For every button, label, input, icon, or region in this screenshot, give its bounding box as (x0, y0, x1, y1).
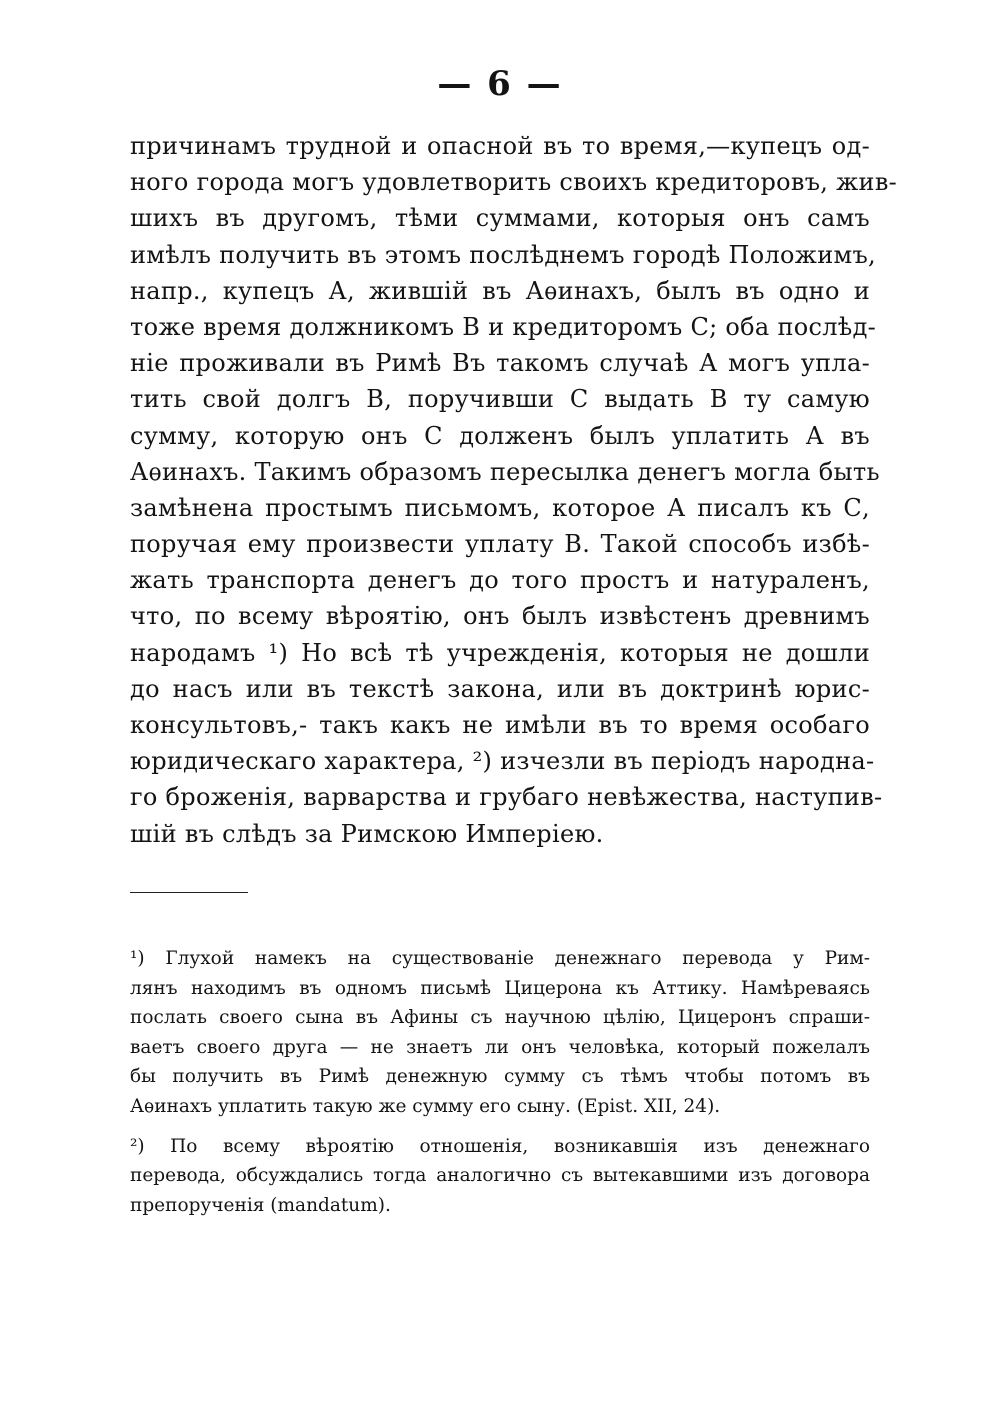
page-number: — 6 — (437, 64, 563, 104)
footnote-divider (130, 892, 248, 893)
footnote-line: препорученія (mandatum). (130, 1194, 391, 1216)
body-line: поручая ему произвести уплату В. Такой способъ избѣ- (130, 530, 870, 559)
body-line: Аѳинахъ. Такимъ образомъ пересылка денегъ могла быть (130, 457, 880, 486)
body-line: сумму, которую онъ С долженъ былъ уплатить А въ (130, 421, 870, 450)
body-line: го броженія, варварства и грубаго невѣжества, наступив- (130, 783, 883, 812)
body-line: имѣлъ получить въ этомъ послѣднемъ городѣ Положимъ, (130, 240, 876, 269)
body-line: что, по всему вѣроятію, онъ былъ извѣстенъ древнимъ (130, 602, 870, 631)
body-line: шихъ въ другомъ, тѣми суммами, которыя онъ самъ (130, 204, 870, 233)
body-line: жать транспорта денегъ до того простъ и натураленъ, (130, 566, 870, 595)
footnote-line: Аѳинахъ уплатить такую же сумму его сыну. (Epist. XII, 24). (130, 1095, 721, 1117)
footnote-line: лянъ находимъ въ одномъ письмѣ Цицерона къ Аттику. Намѣреваясь (130, 977, 870, 999)
body-line: народамъ ¹) Но всѣ тѣ учрежденія, которыя не дошли (130, 638, 870, 667)
body-line: тить свой долгъ В, поручивши С выдать В ту самую (130, 385, 870, 414)
body-line: причинамъ трудной и опасной въ то время,—купецъ од- (130, 132, 870, 160)
footnote-line: ¹) Глухой намекъ на существованіе денежнаго перевода у Рим- (130, 948, 870, 969)
footnote-2 (130, 1132, 870, 1221)
footnote-1 (130, 944, 870, 1122)
body-line: замѣнена простымъ письмомъ, которое А писалъ къ С, (130, 493, 870, 522)
body-line: до насъ или въ текстѣ закона, или въ доктринѣ юрис- (130, 674, 870, 703)
footnotes (130, 944, 870, 1220)
body-line: консультовъ,- такъ какъ не имѣли въ то время особаго (130, 711, 870, 739)
footnote-gap (130, 1122, 870, 1132)
body-line: ніе проживали въ Римѣ Въ такомъ случаѣ А могъ упла- (130, 349, 870, 378)
body-line: юридическаго характера, ²) изчезли въ періодъ народна- (130, 747, 875, 776)
body-text (130, 128, 898, 852)
footnote-line: ваетъ своего друга — не знаетъ ли онъ человѣка, который пожелалъ (130, 1036, 870, 1058)
body-line: ного города могъ удовлетворить своихъ кредиторовъ, жив- (130, 168, 898, 197)
footnote-line: бы получить въ Римѣ денежную сумму съ тѣмъ чтобы потомъ въ (130, 1066, 870, 1088)
footnote-line: перевода, обсуждались тогда аналогично съ вытекавшими изъ договора (130, 1165, 870, 1187)
footnote-line: ²) По всему вѣроятію отношенія, возникавшія изъ денежнаго (130, 1135, 870, 1157)
footnote-line: послать своего сына въ Афины съ научною цѣлію, Цицеронъ спраши- (130, 1007, 870, 1029)
body-line: тоже время должникомъ В и кредиторомъ С; оба послѣд- (130, 312, 877, 341)
body-line: шій въ слѣдъ за Римскою Имперіею. (130, 819, 604, 848)
body-line: напр., купецъ А, жившій въ Аѳинахъ, былъ въ одно и (130, 276, 870, 305)
